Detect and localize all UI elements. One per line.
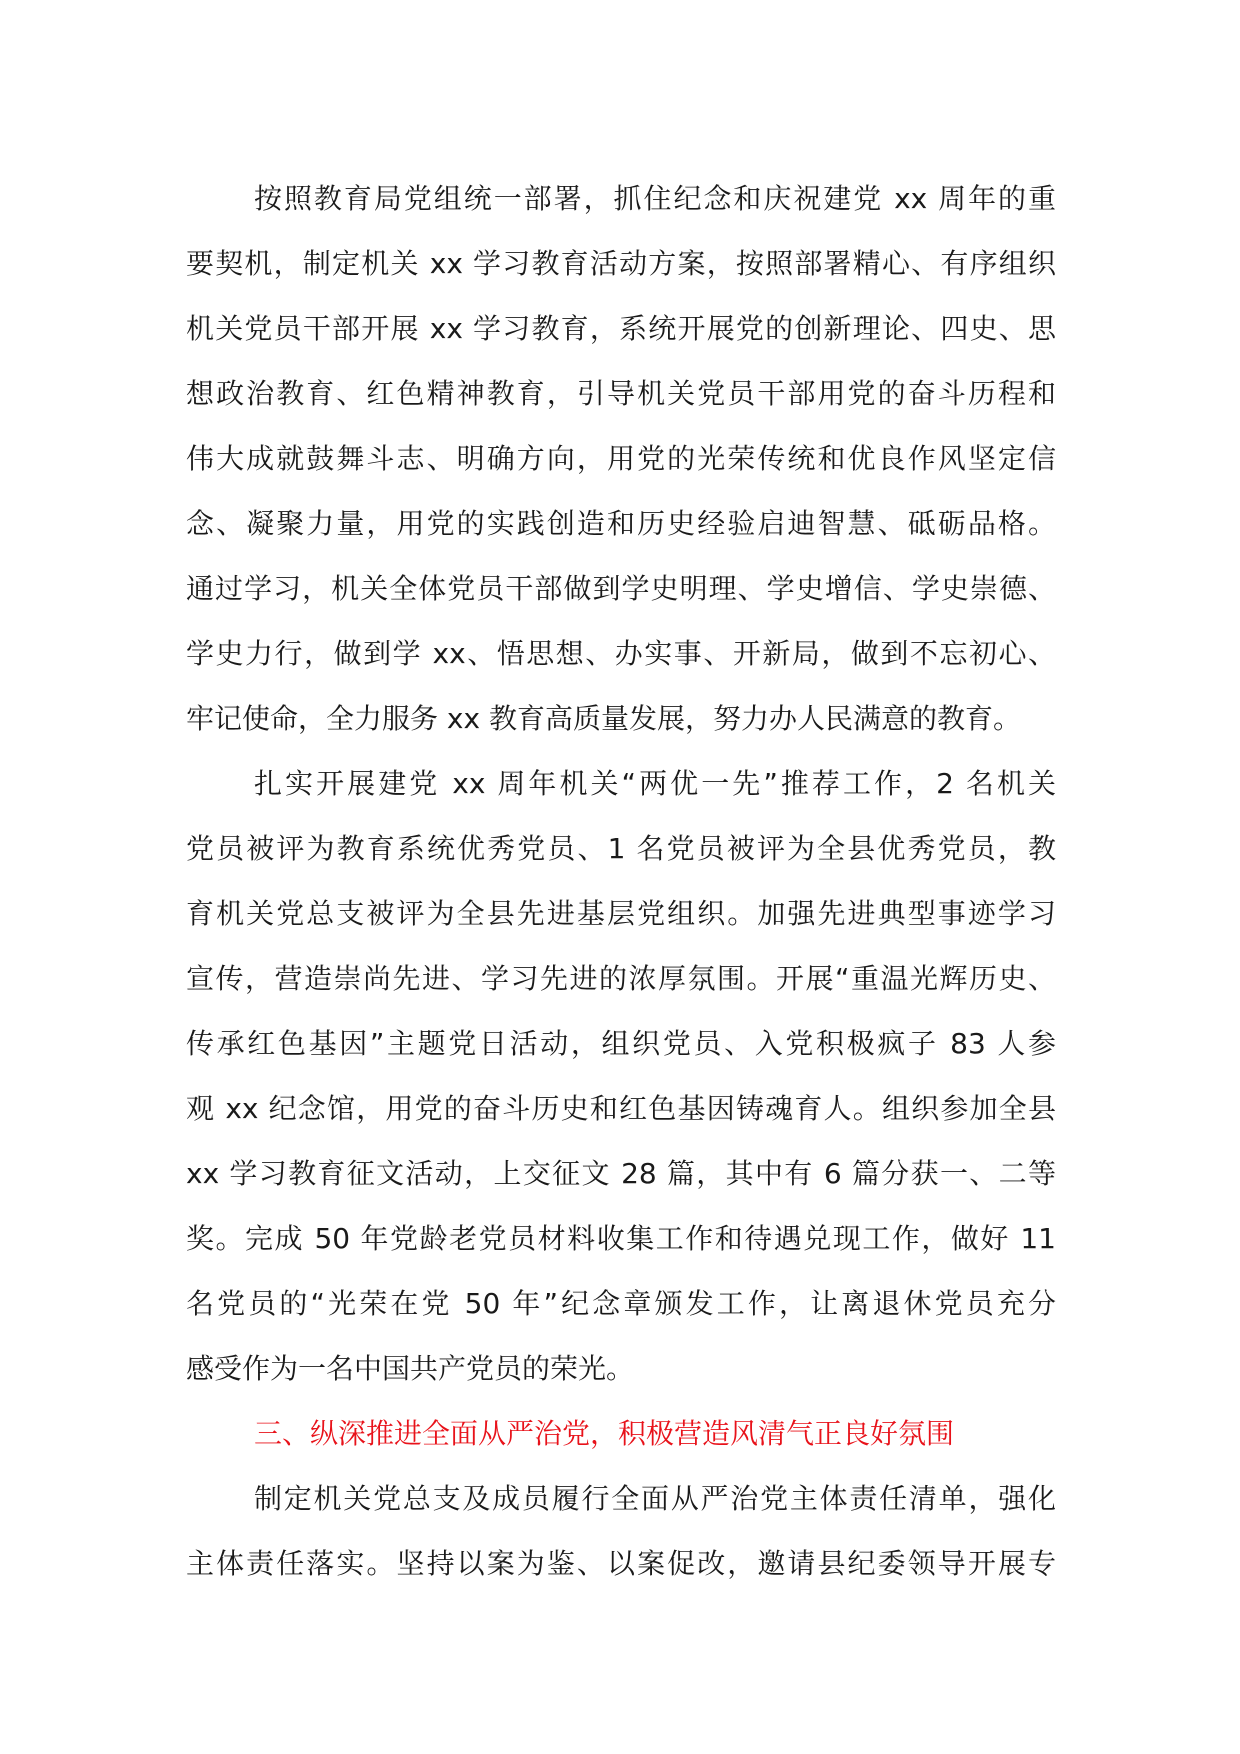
section-heading: 三、纵深推进全面从严治党，积极营造风清气正良好氛围 [254,1417,955,1450]
paragraph-party-discipline [186,1466,1056,1596]
text-line: 宣传，营造崇尚先进、学习先进的浓厚氛围。开展“重温光辉历史、 [186,962,1056,995]
text-line: 名党员的“光荣在党 50 年”纪念章颁发工作，让离退休党员充分 [186,1287,1056,1320]
text-line: 扎实开展建党 xx 周年机关“两优一先”推荐工作，2 名机关 [254,767,1056,800]
text-line: 制定机关党总支及成员履行全面从严治党主体责任清单，强化 [254,1482,1056,1515]
text-line: 主体责任落实。坚持以案为鉴、以案促改，邀请县纪委领导开展专 [186,1547,1056,1580]
text-line: 感受作为一名中国共产党员的荣光。 [186,1352,635,1385]
text-line: 按照教育局党组统一部署，抓住纪念和庆祝建党 xx 周年的重 [254,182,1056,215]
document-body [186,166,1056,1596]
text-line: 奖。完成 50 年党龄老党员材料收集工作和待遇兑现工作，做好 11 [186,1222,1056,1255]
text-line: 党员被评为教育系统优秀党员、1 名党员被评为全县优秀党员，教 [186,832,1056,865]
text-line: 机关党员干部开展 xx 学习教育，系统开展党的创新理论、四史、思 [186,312,1056,345]
paragraph-study-education [186,166,1056,751]
text-line: 牢记使命，全力服务 xx 教育高质量发展，努力办人民满意的教育。 [186,702,1021,735]
text-line: xx 学习教育征文活动，上交征文 28 篇，其中有 6 篇分获一、二等 [186,1157,1056,1190]
text-line: 传承红色基因”主题党日活动，组织党员、入党积极疯子 83 人参 [186,1027,1056,1060]
text-line: 观 xx 纪念馆，用党的奋斗历史和红色基因铸魂育人。组织参加全县 [186,1092,1056,1125]
paragraph-recommendation-work [186,751,1056,1401]
text-line: 要契机，制定机关 xx 学习教育活动方案，按照部署精心、有序组织 [186,247,1056,280]
text-line: 念、凝聚力量，用党的实践创造和历史经验启迪智慧、砥砺品格。 [186,507,1056,540]
text-line: 育机关党总支被评为全县先进基层党组织。加强先进典型事迹学习 [186,897,1056,930]
text-line: 想政治教育、红色精神教育，引导机关党员干部用党的奋斗历程和 [186,377,1056,410]
text-line: 学史力行，做到学 xx、悟思想、办实事、开新局，做到不忘初心、 [186,637,1056,670]
text-line: 通过学习，机关全体党员干部做到学史明理、学史增信、学史崇德、 [186,572,1056,605]
text-line: 伟大成就鼓舞斗志、明确方向，用党的光荣传统和优良作风坚定信 [186,442,1056,475]
